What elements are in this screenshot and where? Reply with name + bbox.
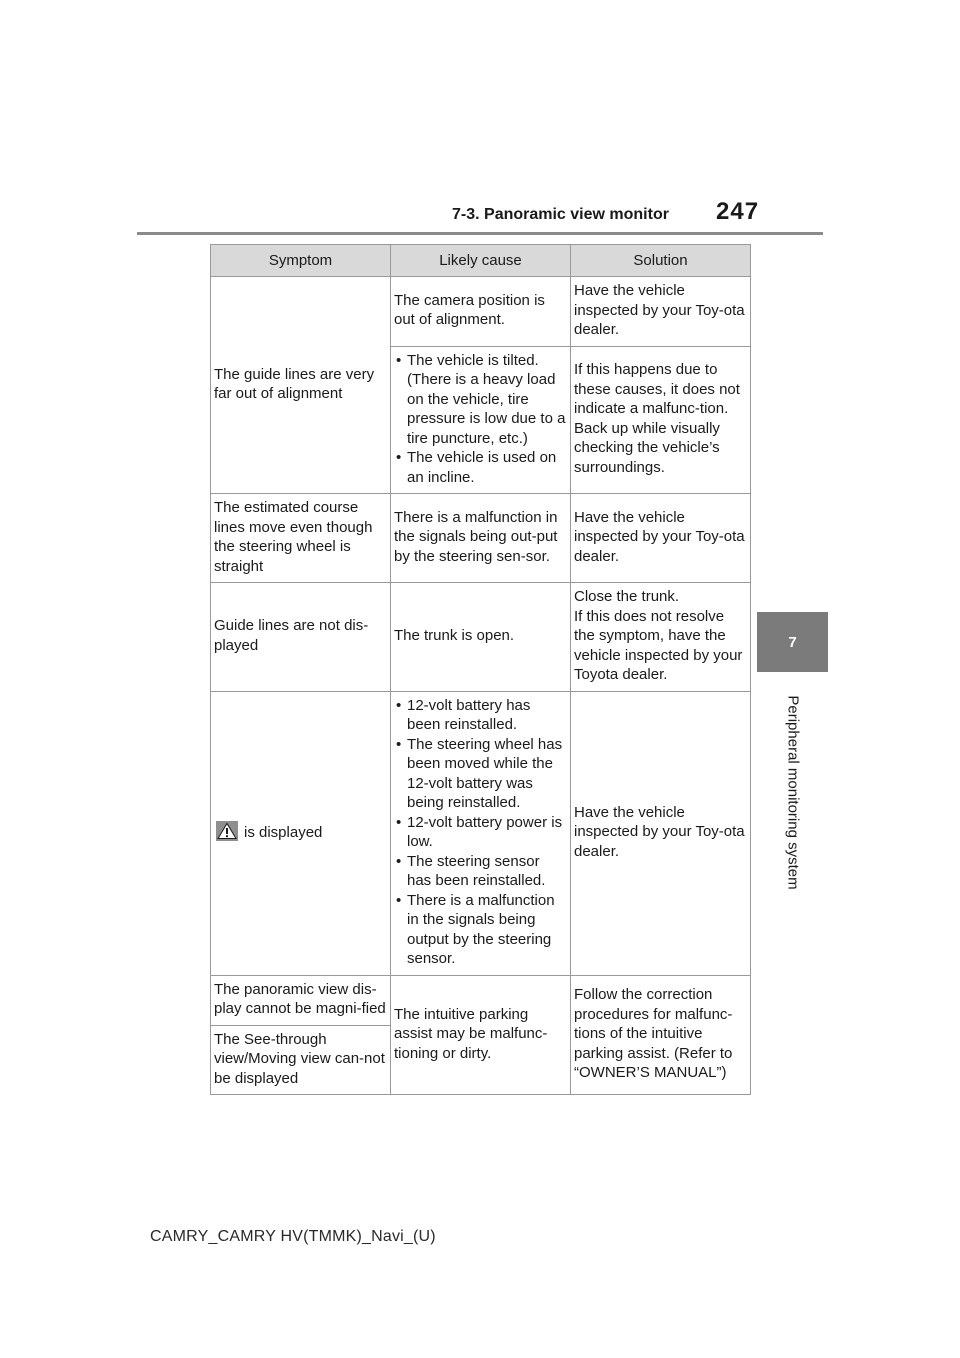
chapter-title: Peripheral monitoring system [784, 694, 802, 890]
solution-cell [571, 583, 751, 692]
chapter-label [782, 682, 804, 902]
cause-cell: There is a malfunction in the signals being out-put by the steering sen-sor. [391, 494, 571, 583]
list-item: • 12-volt battery power is low. [394, 813, 566, 852]
symptom-text: is displayed [244, 824, 323, 842]
solution-cell: Follow the correction procedures for malfunc-tions of the intuitive parking assist. (Refer to “OWNER’S MANUAL”) [571, 975, 751, 1095]
list-item: • There is a malfunction in the signals being output by the steering sensor. [394, 891, 566, 969]
section-title: 7-3. Panoramic view monitor [452, 206, 669, 223]
list-item: • The vehicle is used on an incline. [394, 448, 566, 487]
list-item: • The vehicle is tilted. (There is a heavy load on the vehicle, tire pressure is low due to a tire puncture, etc.) [394, 351, 566, 449]
symptom-cell [211, 691, 391, 975]
symptom-cell: The estimated course lines move even though the steering wheel is straight [211, 494, 391, 583]
table-row [211, 583, 751, 692]
header-symptom: Symptom [211, 245, 391, 277]
footer-model-text: CAMRY_CAMRY HV(TMMK)_Navi_(U) [150, 1228, 436, 1245]
cause-cell: The trunk is open. [391, 583, 571, 692]
solution-text: Back up while visually checking the vehicle’s surroundings. [574, 419, 720, 476]
list-item: • The steering wheel has been moved while the 12-volt battery was being reinstalled. [394, 735, 566, 813]
header-divider [137, 232, 823, 235]
cause-cell [391, 346, 571, 494]
chapter-number: 7 [788, 633, 797, 651]
cause-cell [391, 691, 571, 975]
solution-text: If this happens due to these causes, it does not indicate a malfunc-tion. [574, 361, 740, 418]
header-likely-cause: Likely cause [391, 245, 571, 277]
solution-text: If this does not resolve the symptom, have the vehicle inspected by your Toyota dealer. [574, 607, 743, 683]
chapter-tab [757, 612, 828, 672]
page-number: 247 [716, 198, 760, 225]
header-solution: Solution [571, 245, 751, 277]
cause-cell: The intuitive parking assist may be malfunc-tioning or dirty. [391, 975, 571, 1095]
solution-cell [571, 346, 751, 494]
solution-cell: Have the vehicle inspected by your Toy-ota dealer. [571, 277, 751, 347]
troubleshooting-table [210, 244, 751, 1095]
table-row [211, 494, 751, 583]
symptom-cell: Guide lines are not dis-played [211, 583, 391, 692]
solution-cell: Have the vehicle inspected by your Toy-ota dealer. [571, 691, 751, 975]
solution-text: Close the trunk. [574, 588, 680, 605]
cause-list [394, 696, 566, 969]
list-item: • 12-volt battery has been reinstalled. [394, 696, 566, 735]
symptom-cell: The guide lines are very far out of alignment [211, 277, 391, 494]
table-row [211, 691, 751, 975]
cause-cell: The camera position is out of alignment. [391, 277, 571, 347]
symptom-cell: The panoramic view dis-play cannot be magni-fied [211, 975, 391, 1025]
solution-cell: Have the vehicle inspected by your Toy-ota dealer. [571, 494, 751, 583]
symptom-cell: The See-through view/Moving view can-not be displayed [211, 1025, 391, 1095]
list-item: • The steering sensor has been reinstalled. [394, 852, 566, 891]
warning-triangle-icon [216, 821, 238, 841]
cause-list [394, 351, 566, 488]
table-row [211, 975, 751, 1025]
table-header-row [211, 245, 751, 277]
table-row [211, 277, 751, 347]
